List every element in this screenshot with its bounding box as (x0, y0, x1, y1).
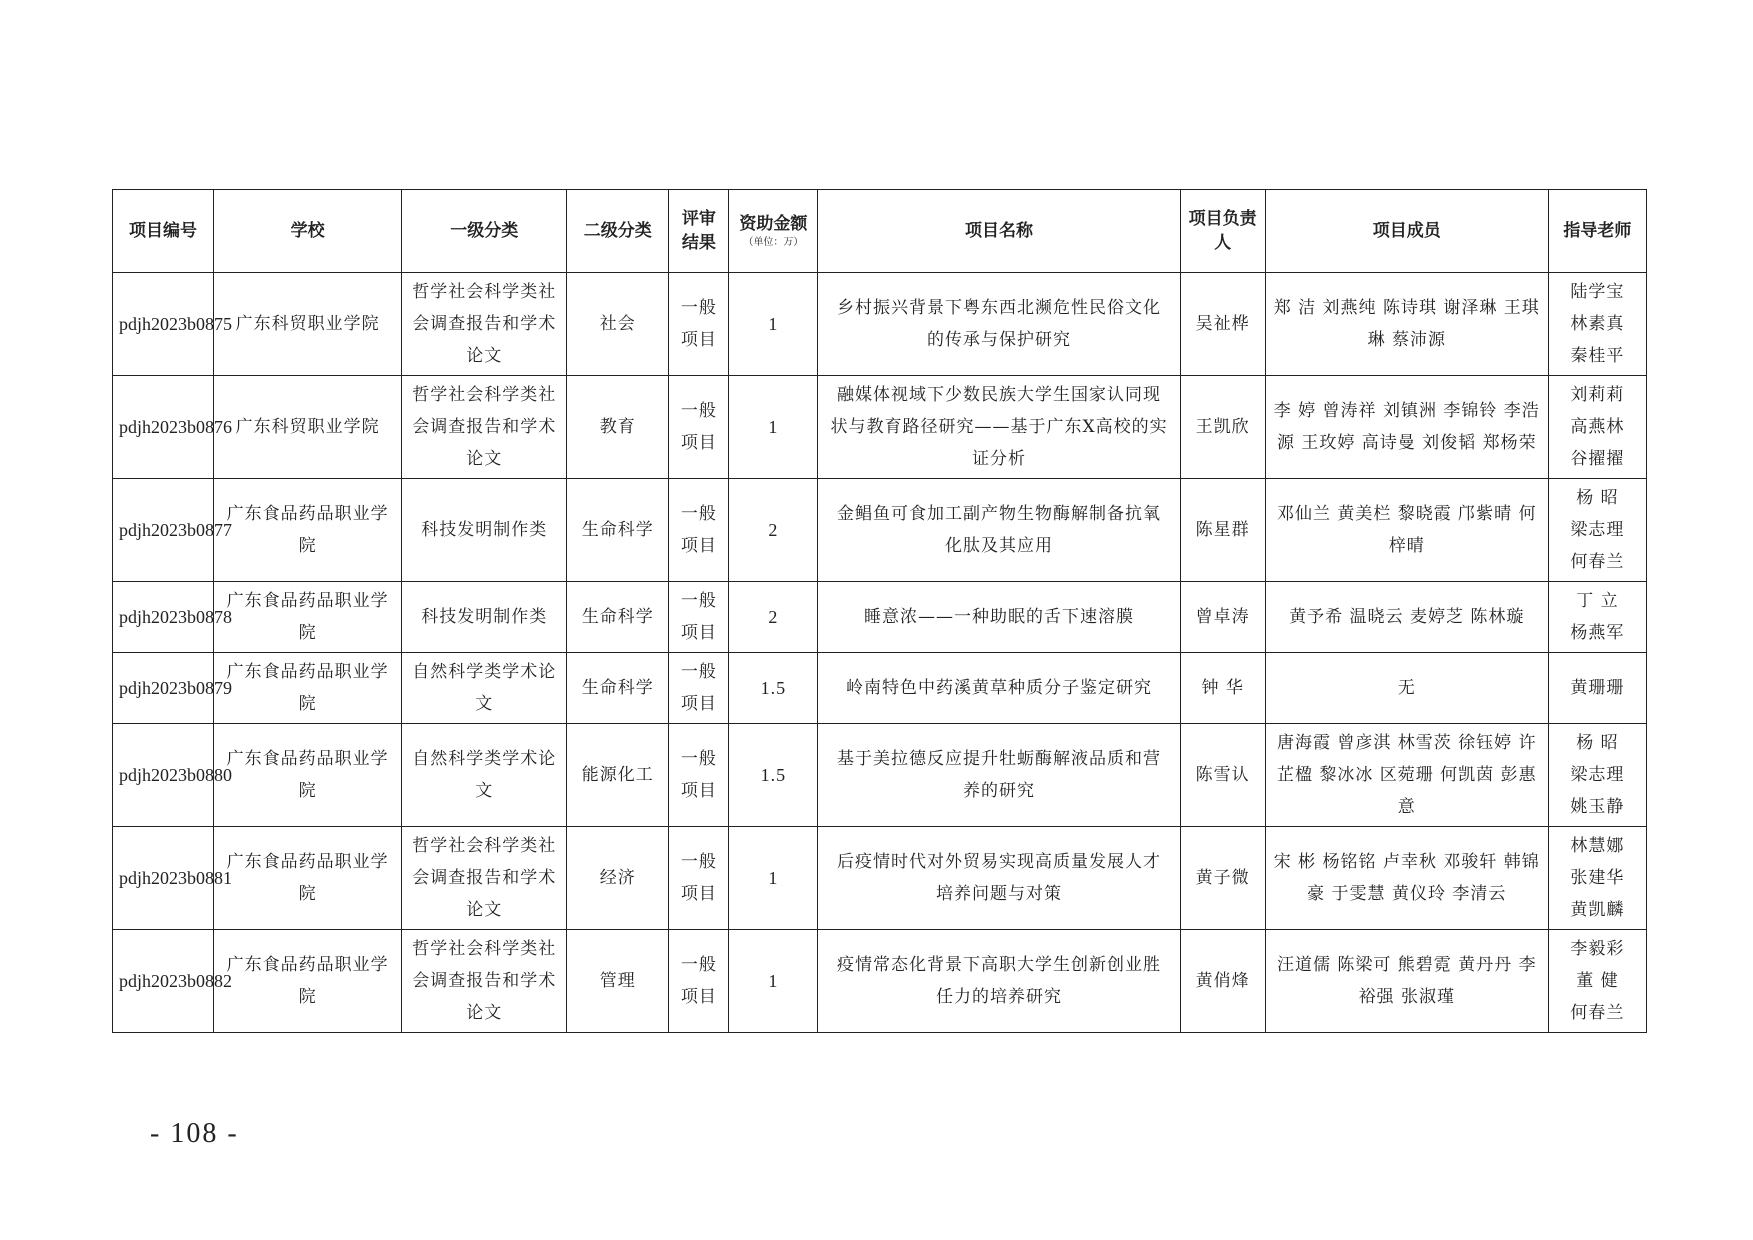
cell-category2: 管理 (567, 930, 669, 1033)
table-row (113, 273, 1647, 376)
cell-category2: 生命科学 (567, 582, 669, 653)
table-row (113, 376, 1647, 479)
cell-advisor: 陆学宝 林素真 秦桂平 (1548, 273, 1646, 376)
cell-members: 郑 洁 刘燕纯 陈诗琪 谢泽琳 王琪琳 蔡沛源 (1265, 273, 1548, 376)
cell-advisor: 刘莉莉 高燕林 谷擢擢 (1548, 376, 1646, 479)
cell-school: 广东科贸职业学院 (214, 376, 402, 479)
cell-category1: 哲学社会科学类社会调查报告和学术论文 (402, 827, 567, 930)
cell-leader: 黄子微 (1180, 827, 1265, 930)
header-amount-label: 资助金额 (739, 214, 808, 234)
cell-category1: 哲学社会科学类社会调查报告和学术论文 (402, 930, 567, 1033)
header-amount-unit: （单位：万） (743, 237, 804, 248)
cell-amount: 1 (729, 376, 818, 479)
page-number: - 108 - (150, 1118, 239, 1149)
header-amount (729, 190, 818, 273)
cell-project: 疫情常态化背景下高职大学生创新创业胜任力的培养研究 (818, 930, 1180, 1033)
cell-amount: 2 (729, 582, 818, 653)
header-members: 项目成员 (1265, 190, 1548, 273)
cell-school: 广东食品药品职业学院 (214, 724, 402, 827)
cell-category1: 哲学社会科学类社会调查报告和学术论文 (402, 376, 567, 479)
cell-code: pdjh2023b0880 (113, 724, 214, 827)
cell-code: pdjh2023b0882 (113, 930, 214, 1033)
cell-category2: 生命科学 (567, 653, 669, 724)
cell-code: pdjh2023b0879 (113, 653, 214, 724)
cell-advisor: 杨 昭 梁志理 何春兰 (1548, 479, 1646, 582)
header-code: 项目编号 (113, 190, 214, 273)
cell-project: 基于美拉德反应提升牡蛎酶解液品质和营养的研究 (818, 724, 1180, 827)
cell-result: 一般项目 (669, 479, 729, 582)
cell-leader: 钟 华 (1180, 653, 1265, 724)
header-project: 项目名称 (818, 190, 1180, 273)
cell-project: 金鲳鱼可食加工副产物生物酶解制备抗氧化肽及其应用 (818, 479, 1180, 582)
header-school: 学校 (214, 190, 402, 273)
cell-result: 一般项目 (669, 724, 729, 827)
cell-result: 一般项目 (669, 582, 729, 653)
cell-members: 无 (1265, 653, 1548, 724)
cell-school: 广东食品药品职业学院 (214, 582, 402, 653)
cell-category2: 教育 (567, 376, 669, 479)
table-row (113, 582, 1647, 653)
cell-leader: 吴祉桦 (1180, 273, 1265, 376)
cell-project: 岭南特色中药溪黄草种质分子鉴定研究 (818, 653, 1180, 724)
cell-code: pdjh2023b0881 (113, 827, 214, 930)
cell-amount: 2 (729, 479, 818, 582)
cell-advisor: 丁 立 杨燕军 (1548, 582, 1646, 653)
cell-category1: 自然科学类学术论文 (402, 724, 567, 827)
header-category1: 一级分类 (402, 190, 567, 273)
cell-leader: 曾卓涛 (1180, 582, 1265, 653)
cell-amount: 1 (729, 827, 818, 930)
table-row (113, 653, 1647, 724)
cell-leader: 王凯欣 (1180, 376, 1265, 479)
cell-category1: 自然科学类学术论文 (402, 653, 567, 724)
cell-category2: 能源化工 (567, 724, 669, 827)
cell-advisor: 杨 昭 梁志理 姚玉静 (1548, 724, 1646, 827)
header-result: 评审结果 (669, 190, 729, 273)
project-table (112, 189, 1647, 1033)
cell-amount: 1.5 (729, 724, 818, 827)
table-row (113, 827, 1647, 930)
cell-school: 广东食品药品职业学院 (214, 653, 402, 724)
cell-school: 广东食品药品职业学院 (214, 479, 402, 582)
table-row (113, 724, 1647, 827)
cell-category1: 哲学社会科学类社会调查报告和学术论文 (402, 273, 567, 376)
cell-leader: 陈雪认 (1180, 724, 1265, 827)
cell-members: 黄予希 温晓云 麦婷芝 陈林璇 (1265, 582, 1548, 653)
cell-result: 一般项目 (669, 827, 729, 930)
cell-category2: 经济 (567, 827, 669, 930)
cell-members: 宋 彬 杨铭铭 卢幸秋 邓骏轩 韩锦豪 于雯慧 黄仪玲 李清云 (1265, 827, 1548, 930)
cell-category1: 科技发明制作类 (402, 582, 567, 653)
cell-code: pdjh2023b0877 (113, 479, 214, 582)
cell-members: 汪道儒 陈梁可 熊碧霓 黄丹丹 李裕强 张淑瑾 (1265, 930, 1548, 1033)
cell-project: 睡意浓——一种助眠的舌下速溶膜 (818, 582, 1180, 653)
cell-project: 乡村振兴背景下粤东西北濒危性民俗文化的传承与保护研究 (818, 273, 1180, 376)
cell-advisor: 李毅彩 董 健 何春兰 (1548, 930, 1646, 1033)
cell-members: 李 婷 曾涛祥 刘镇洲 李锦铃 李浩源 王玫婷 高诗曼 刘俊韬 郑杨荣 (1265, 376, 1548, 479)
cell-result: 一般项目 (669, 930, 729, 1033)
cell-project: 融媒体视域下少数民族大学生国家认同现状与教育路径研究——基于广东X高校的实证分析 (818, 376, 1180, 479)
cell-code: pdjh2023b0878 (113, 582, 214, 653)
cell-advisor: 林慧娜 张建华 黄凯麟 (1548, 827, 1646, 930)
cell-amount: 1 (729, 930, 818, 1033)
cell-amount: 1 (729, 273, 818, 376)
cell-members: 邓仙兰 黄美栏 黎晓霞 邝紫晴 何梓晴 (1265, 479, 1548, 582)
cell-leader: 陈星群 (1180, 479, 1265, 582)
cell-advisor: 黄珊珊 (1548, 653, 1646, 724)
table-header-row (113, 190, 1647, 273)
cell-members: 唐海霞 曾彦淇 林雪茨 徐钰婷 许芷楹 黎冰冰 区菀珊 何凯茵 彭惠意 (1265, 724, 1548, 827)
cell-category2: 生命科学 (567, 479, 669, 582)
header-advisor: 指导老师 (1548, 190, 1646, 273)
header-category2: 二级分类 (567, 190, 669, 273)
cell-school: 广东食品药品职业学院 (214, 827, 402, 930)
cell-category2: 社会 (567, 273, 669, 376)
cell-school: 广东科贸职业学院 (214, 273, 402, 376)
cell-project: 后疫情时代对外贸易实现高质量发展人才培养问题与对策 (818, 827, 1180, 930)
cell-result: 一般项目 (669, 376, 729, 479)
cell-result: 一般项目 (669, 273, 729, 376)
cell-school: 广东食品药品职业学院 (214, 930, 402, 1033)
cell-leader: 黄俏烽 (1180, 930, 1265, 1033)
cell-result: 一般项目 (669, 653, 729, 724)
table-row (113, 479, 1647, 582)
cell-code: pdjh2023b0875 (113, 273, 214, 376)
header-leader: 项目负责人 (1180, 190, 1265, 273)
cell-code: pdjh2023b0876 (113, 376, 214, 479)
table-row (113, 930, 1647, 1033)
cell-category1: 科技发明制作类 (402, 479, 567, 582)
cell-amount: 1.5 (729, 653, 818, 724)
